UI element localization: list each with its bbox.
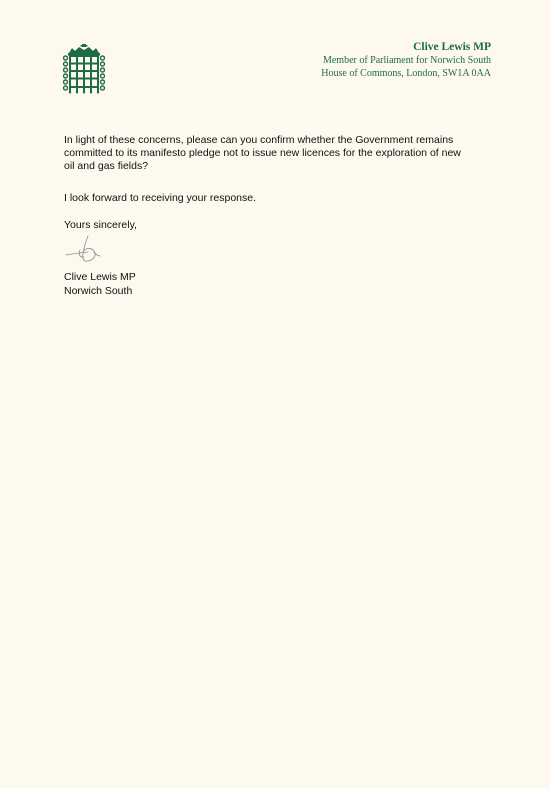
portcullis-icon — [63, 44, 105, 94]
signature-image — [64, 234, 104, 264]
letterhead — [321, 40, 491, 80]
letter-closing: Yours sincerely, — [64, 219, 137, 231]
letterhead-address: House of Commons, London, SW1A 0AA — [321, 68, 491, 79]
letter-paragraph-1: In light of these concerns, please can you confirm whether the Government remains committed to its manifesto pledge not to issue new licences for the exploration of new oil and gas fields? — [64, 134, 461, 173]
letterhead-name: Clive Lewis MP — [413, 41, 491, 53]
letterhead-role: Member of Parliament for Norwich South — [322, 55, 491, 66]
signatory-name: Clive Lewis MP — [64, 271, 136, 283]
signatory-constituency: Norwich South — [64, 285, 133, 297]
letter-paragraph-2: I look forward to receiving your response. — [64, 192, 257, 204]
